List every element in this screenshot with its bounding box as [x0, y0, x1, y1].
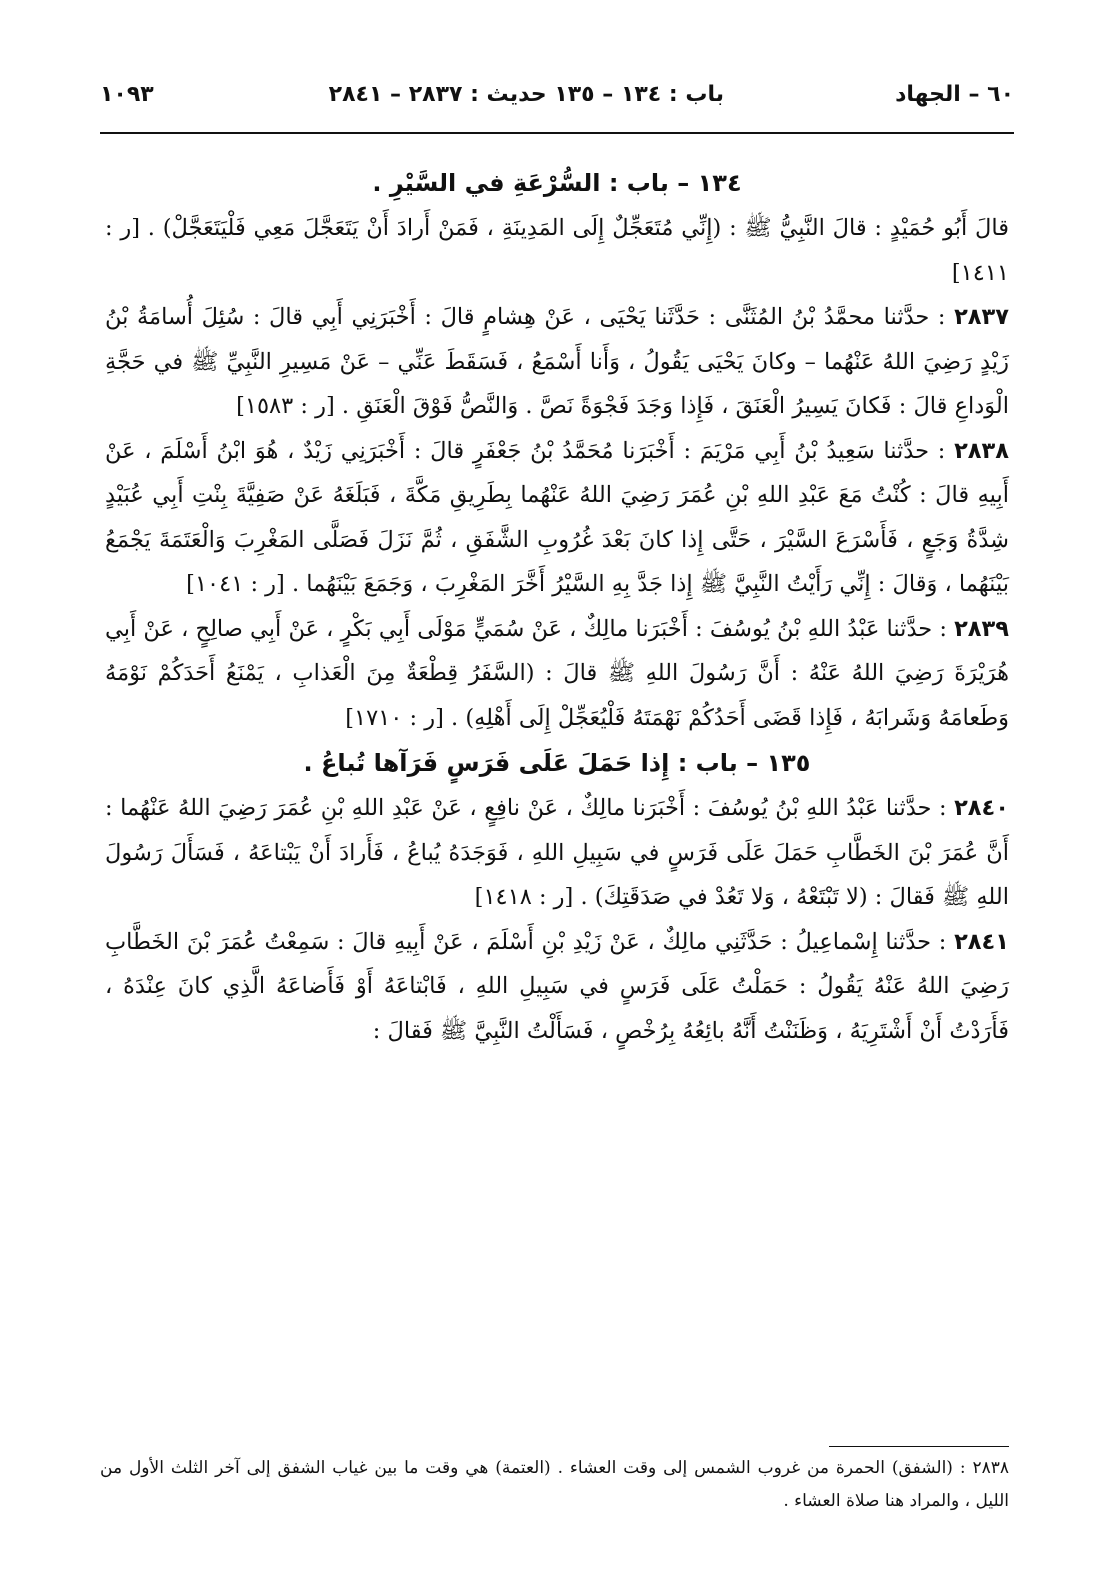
hadith-2837	[105, 295, 1009, 429]
footnote	[100, 1452, 1009, 1518]
hadith-number: ٢٨٤٠	[954, 795, 1009, 821]
footnote-divider	[829, 1446, 1009, 1447]
bab-135-title: ١٣٥ – باب : إِذا حَمَلَ عَلَى فَرَسٍ فَرَآها تُباعُ .	[303, 749, 811, 777]
bab-134-title: ١٣٤ – باب : السُّرْعَةِ في السَّيْرِ .	[372, 169, 742, 197]
hadith-2840	[105, 786, 1009, 920]
header-divider	[100, 132, 1014, 134]
hadith-number: ٢٨٣٩	[954, 615, 1009, 642]
main-text	[105, 160, 1009, 1053]
hadith-2839	[105, 607, 1009, 741]
section-references: باب : ١٣٤ – ١٣٥ حديث : ٢٨٣٧ – ٢٨٤١	[328, 82, 724, 107]
hadith-text: : حدَّثنا عَبْدُ اللهِ بْنُ يُوسُفَ : أَخْبَرَنا مالِكٌ ، عَنْ نافِعٍ ، عَنْ عَبْدِ اللهِ بْنِ عُمَرَ رَضِيَ اللهُ عَنْهُما : أَنَّ عُمَرَ بْنَ الخَطَّابِ حَمَلَ عَلَى فَرَسٍ في سَبِيلِ اللهِ ، فَوَجَدَهُ يُباعُ ، فَأَرادَ أَنْ يَبْتاعَهُ ، فَسَأَلَ رَسُولَ اللهِ ﷺ فَقالَ : (لا تَبْتَعْهُ ، وَلا تَعُدْ في صَدَقَتِكَ) . [ر : ١٤١٨]	[105, 795, 1009, 910]
hadith-2841	[105, 920, 1009, 1054]
abu-humaid-paragraph: قالَ أَبُو حُمَيْدٍ : قالَ النَّبِيُّ ﷺ : (إِنِّي مُتَعَجِّلٌ إِلَى المَدِينَةِ ، فَمَنْ أَرادَ أَنْ يَتَعَجَّلَ مَعِي فَلْيَتَعَجَّلْ) . [ر : ١٤١١]	[105, 215, 1009, 286]
hadith-text: : حدَّثنا سَعِيدُ بْنُ أَبِي مَرْيَمَ : أَخْبَرَنا مُحَمَّدُ بْنُ جَعْفَرٍ قالَ : أَخْبَرَنِي زَيْدٌ ، هُوَ ابْنُ أَسْلَمَ ، عَنْ أَبِيهِ قالَ : كُنْتُ مَعَ عَبْدِ اللهِ بْنِ عُمَرَ رَضِيَ اللهُ عَنْهُما بِطَرِيقِ مَكَّةَ ، فَبَلَغَهُ عَنْ صَفِيَّةَ بِنْتِ أَبِي عُبَيْدٍ شِدَّةُ وَجَعٍ ، فَأَسْرَعَ السَّيْرَ ، حَتَّى إِذا كانَ بَعْدَ غُرُوبِ الشَّفَقِ ، ثُمَّ نَزَلَ فَصَلَّى المَغْرِبَ وَالْعَتَمَةَ يَجْمَعُ بَيْنَهُما ، وَقالَ : إِنِّي رَأَيْتُ النَّبِيَّ ﷺ إِذا جَدَّ بِهِ السَّيْرُ أَخَّرَ المَغْرِبَ ، وَجَمَعَ بَيْنَهُما . [ر : ١٠٤١]	[105, 437, 1009, 597]
running-header	[100, 82, 1014, 122]
hadith-number: ٢٨٣٧	[954, 304, 1009, 330]
hadith-text: : حدَّثنا عَبْدُ اللهِ بْنُ يُوسُفَ : أَخْبَرَنا مالِكٌ ، عَنْ سُمَيٍّ مَوْلَى أَبِي بَكْرٍ ، عَنْ أَبِي صالِحٍ ، عَنْ أَبِي هُرَيْرَةَ رَضِيَ اللهُ عَنْهُ : أَنَّ رَسُولَ اللهِ ﷺ قالَ : (السَّفَرُ قِطْعَةٌ مِنَ الْعَذابِ ، يَمْنَعُ أَحَدَكُمْ نَوْمَهُ وَطَعامَهُ وَشَرابَهُ ، فَإِذا قَضَى أَحَدُكُمْ نَهْمَتَهُ فَلْيُعَجِّلْ إِلَى أَهْلِهِ) . [ر : ١٧١٠]	[105, 615, 1009, 731]
footnote-text: ٢٨٣٨ : (الشفق) الحمرة من غروب الشمس إلى وقت العشاء . (العتمة) هي وقت ما بين غياب الشفق إلى آخر الثلث الأول من الليل ، والمراد هنا صلاة العشاء .	[100, 1458, 1009, 1511]
chapter-title: ٦٠ – الجهاد	[895, 82, 1014, 107]
hadith-text: : حدَّثنا محمَّدُ بْنُ المُثَنَّى : حَدَّثَنا يَحْيَى ، عَنْ هِشامٍ قالَ : أَخْبَرَنِي أَبِي قالَ : سُئِلَ أُسامَةُ بْنُ زَيْدٍ رَضِيَ اللهُ عَنْهُما – وكانَ يَحْيَى يَقُولُ ، وَأَنا أَسْمَعُ ، فَسَقَطَ عَنِّي – عَنْ مَسِيرِ النَّبِيِّ ﷺ في حَجَّةِ الْوَداعِ قالَ : فَكانَ يَسِيرُ الْعَنَقَ ، فَإِذا وَجَدَ فَجْوَةً نَصَّ . وَالنَّصُّ فَوْقَ الْعَنَقِ . [ر : ١٥٨٣]	[105, 304, 1009, 419]
hadith-number: ٢٨٣٨	[954, 437, 1009, 464]
hadith-text: : حدَّثنا إِسْماعِيلُ : حَدَّثَنِي مالِكٌ ، عَنْ زَيْدِ بْنِ أَسْلَمَ ، عَنْ أَبِيهِ قالَ : سَمِعْتُ عُمَرَ بْنَ الخَطَّابِ رَضِيَ اللهُ عَنْهُ يَقُولُ : حَمَلْتُ عَلَى فَرَسٍ في سَبِيلِ اللهِ ، فَابْتاعَهُ أَوْ فَأَضاعَهُ الَّذِي كانَ عِنْدَهُ ، فَأَرَدْتُ أَنْ أَشْتَرِيَهُ ، وَظَنَنْتُ أَنَّهُ بائِعُهُ بِرُخْصٍ ، فَسَأَلْتُ النَّبِيَّ ﷺ فَقالَ :	[105, 928, 1009, 1044]
page-number: ١٠٩٣	[100, 82, 154, 107]
hadith-number: ٢٨٤١	[954, 928, 1009, 955]
hadith-2838	[105, 429, 1009, 607]
